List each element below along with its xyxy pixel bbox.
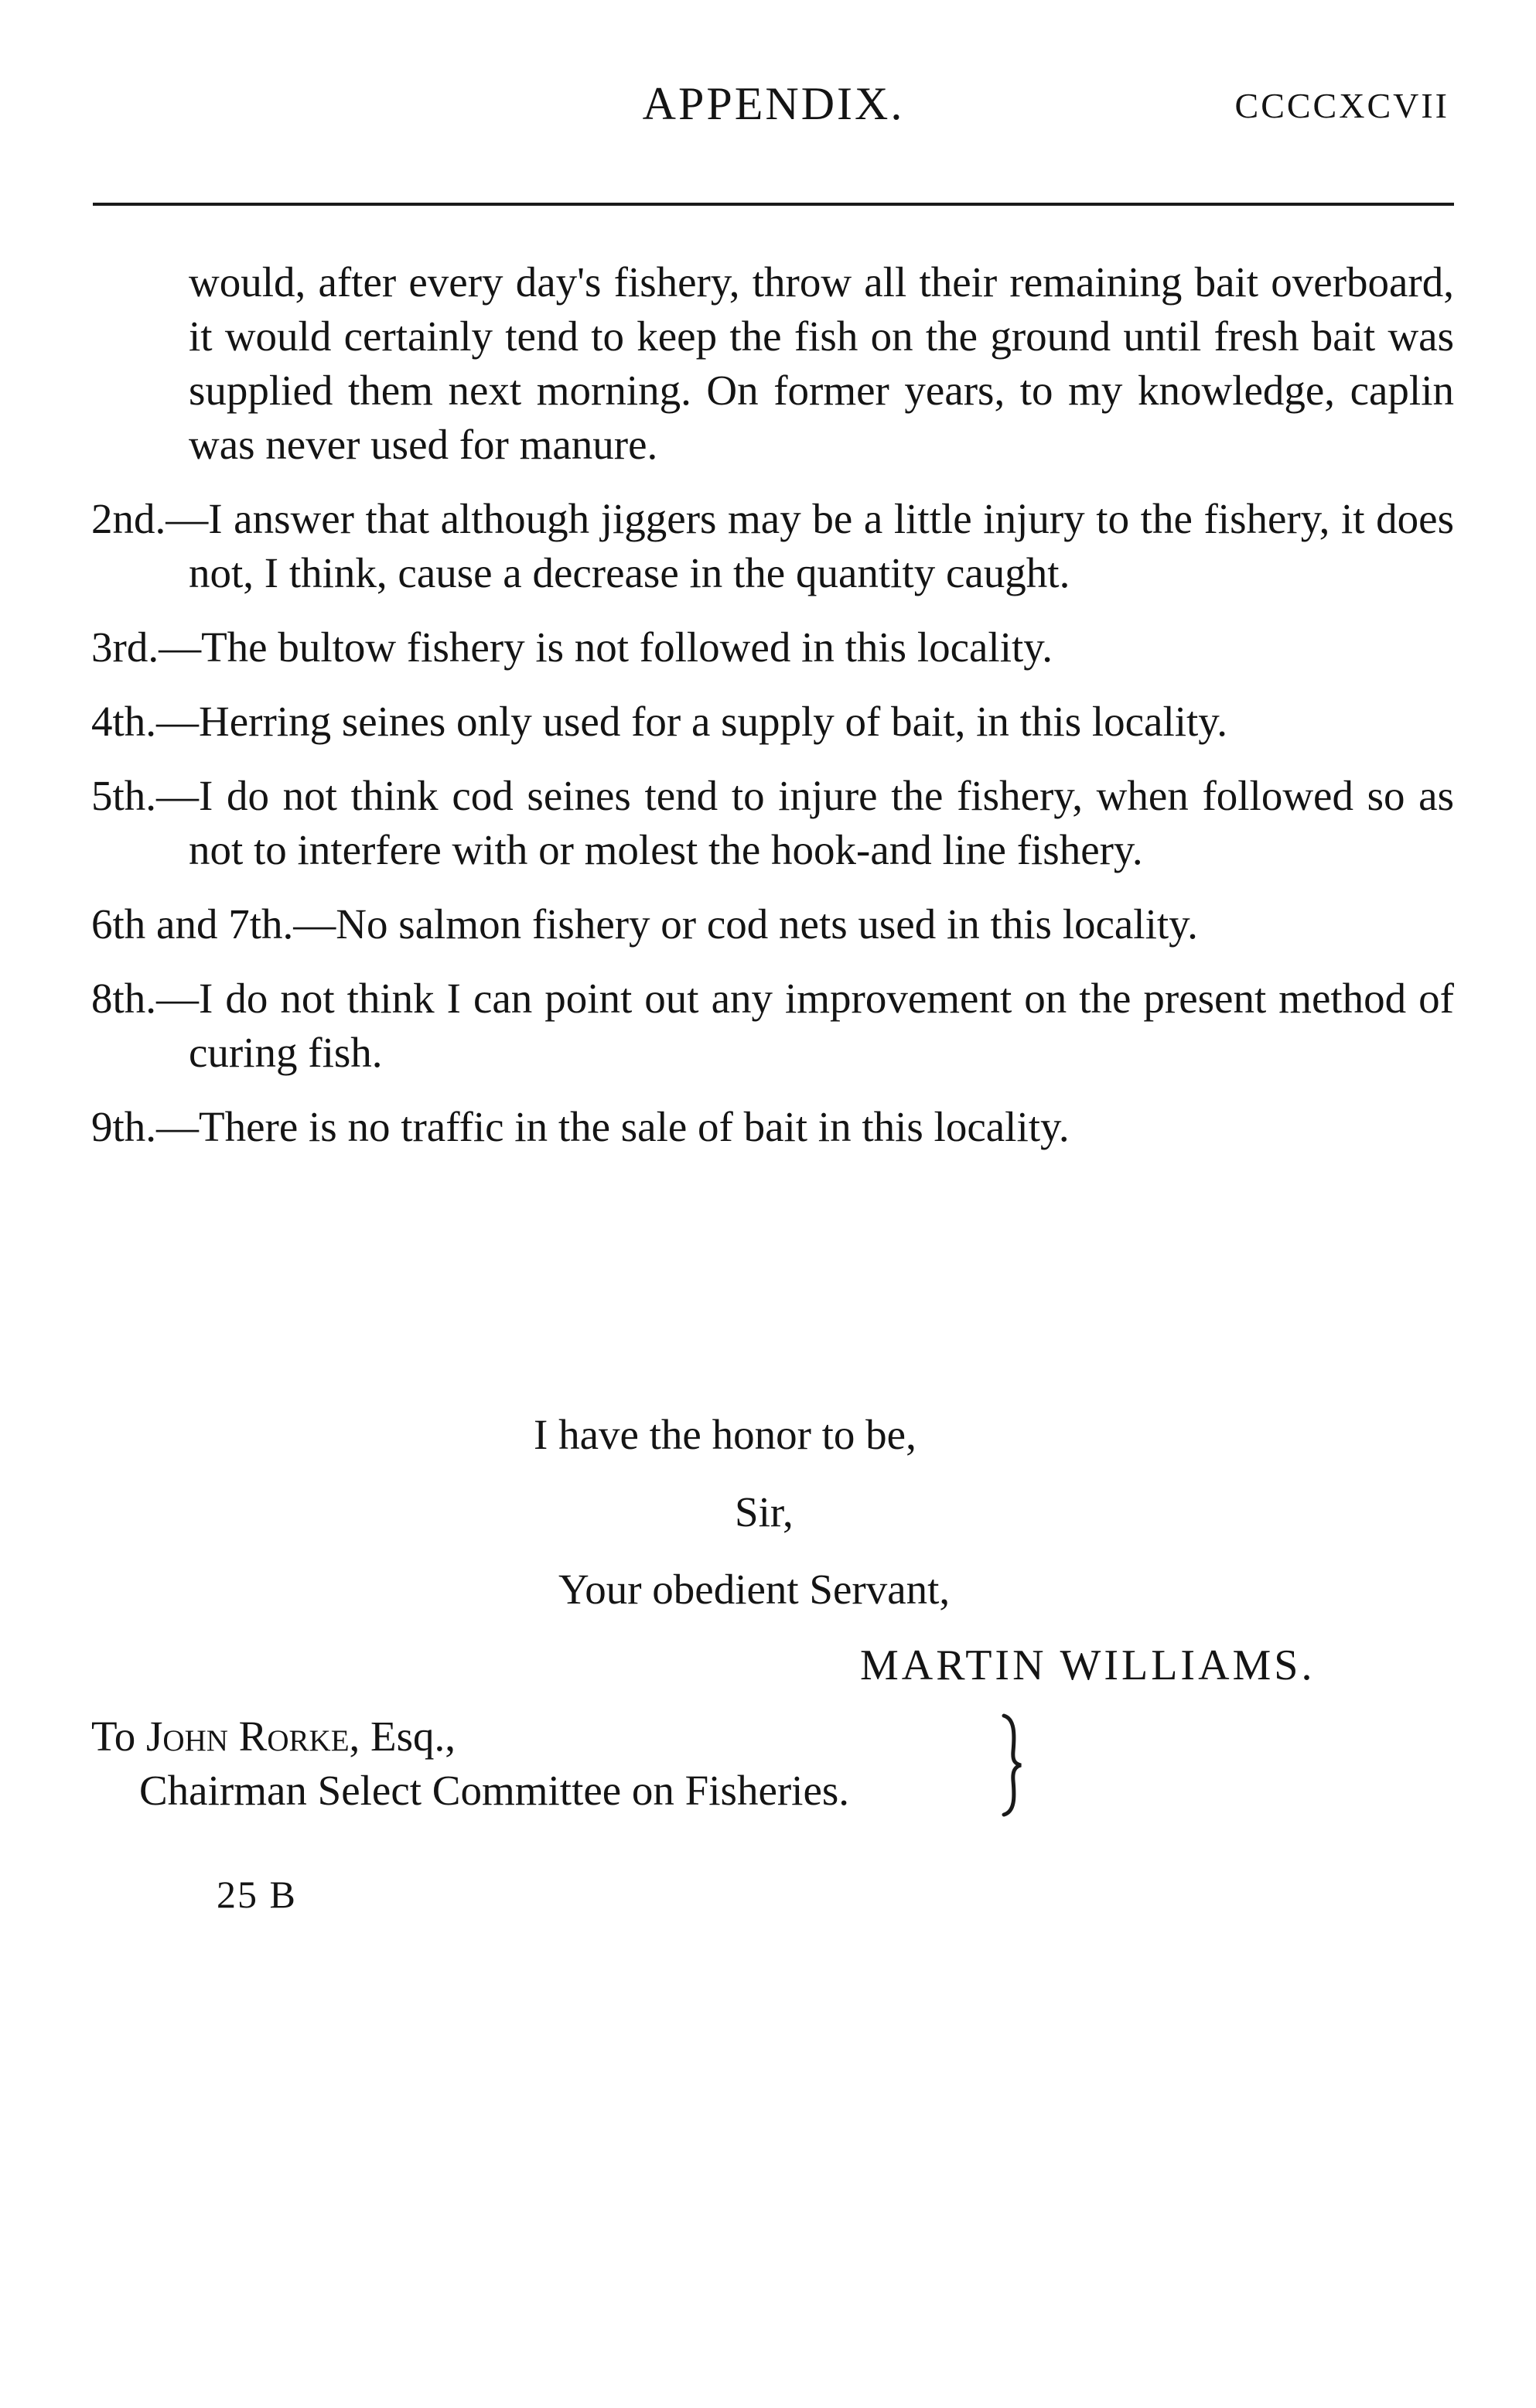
addressee-line: [91, 1710, 849, 1764]
header-rule: [93, 203, 1454, 206]
answer-text: —Herring seines only used for a supply of bait, in this locality.: [156, 698, 1227, 745]
closing-courtesy: I have the honor to be,: [534, 1411, 916, 1458]
signature-mark: 25 B: [217, 1873, 297, 1916]
addressee-title: Chairman Select Committee on Fisheries.: [139, 1767, 850, 1814]
running-head: [0, 77, 1536, 139]
opening-paragraph: would, after every day's fishery, throw all their remaining bait overboard, it would certainly tend to keep the fish on the ground until fresh bait was supplied them next morning. On former years, to my knowledge, caplin was never used for manure.: [189, 258, 1454, 468]
addressee-block: [91, 1710, 849, 1818]
answer-label: 9th.: [91, 1103, 157, 1150]
answer-5th: [91, 769, 1454, 877]
closing-salutation: Sir,: [735, 1488, 794, 1535]
answer-8th: [91, 972, 1454, 1080]
addressee-name: John Rorke: [146, 1713, 350, 1760]
answer-2nd: [91, 492, 1454, 600]
answer-3rd: [91, 620, 1454, 675]
answer-text: —The bultow fishery is not followed in this locality.: [159, 623, 1053, 671]
answer-label: 6th and 7th.: [91, 900, 294, 948]
answer-9th: [91, 1100, 1454, 1154]
answer-text: —I do not think I can point out any improvement on the present method of curing fish.: [156, 975, 1454, 1076]
answer-text: —I answer that although jiggers may be a little injury to the fishery, it does not, I think, cause a decrease in the quantity caught.: [166, 495, 1454, 596]
answer-6th-7th: [91, 897, 1454, 951]
page-number: CCCCXCVII: [1234, 86, 1449, 125]
answer-label: 3rd.: [91, 623, 159, 671]
answer-text: —There is no traffic in the sale of bait in this locality.: [156, 1103, 1070, 1150]
answer-text: —I do not think cod seines tend to injure the fishery, when followed so as not to interfere with or molest the hook-and line fishery.: [156, 772, 1454, 873]
answer-label: 8th.: [91, 975, 157, 1022]
addressee-to: To: [91, 1713, 136, 1760]
answer-label: 4th.: [91, 698, 157, 745]
addressee-suffix: , Esq.,: [349, 1713, 456, 1760]
answer-label: 2nd.: [91, 495, 166, 542]
running-title: APPENDIX.: [642, 78, 905, 129]
closing-servant: Your obedient Servant,: [558, 1566, 951, 1613]
letter-body: [91, 255, 1454, 1174]
brace-icon: [998, 1711, 1029, 1819]
answer-label: 5th.: [91, 772, 157, 819]
signature-name: MARTIN WILLIAMS.: [860, 1641, 1316, 1689]
answer-text: —No salmon fishery or cod nets used in this locality.: [293, 900, 1198, 948]
answer-4th: [91, 695, 1454, 749]
